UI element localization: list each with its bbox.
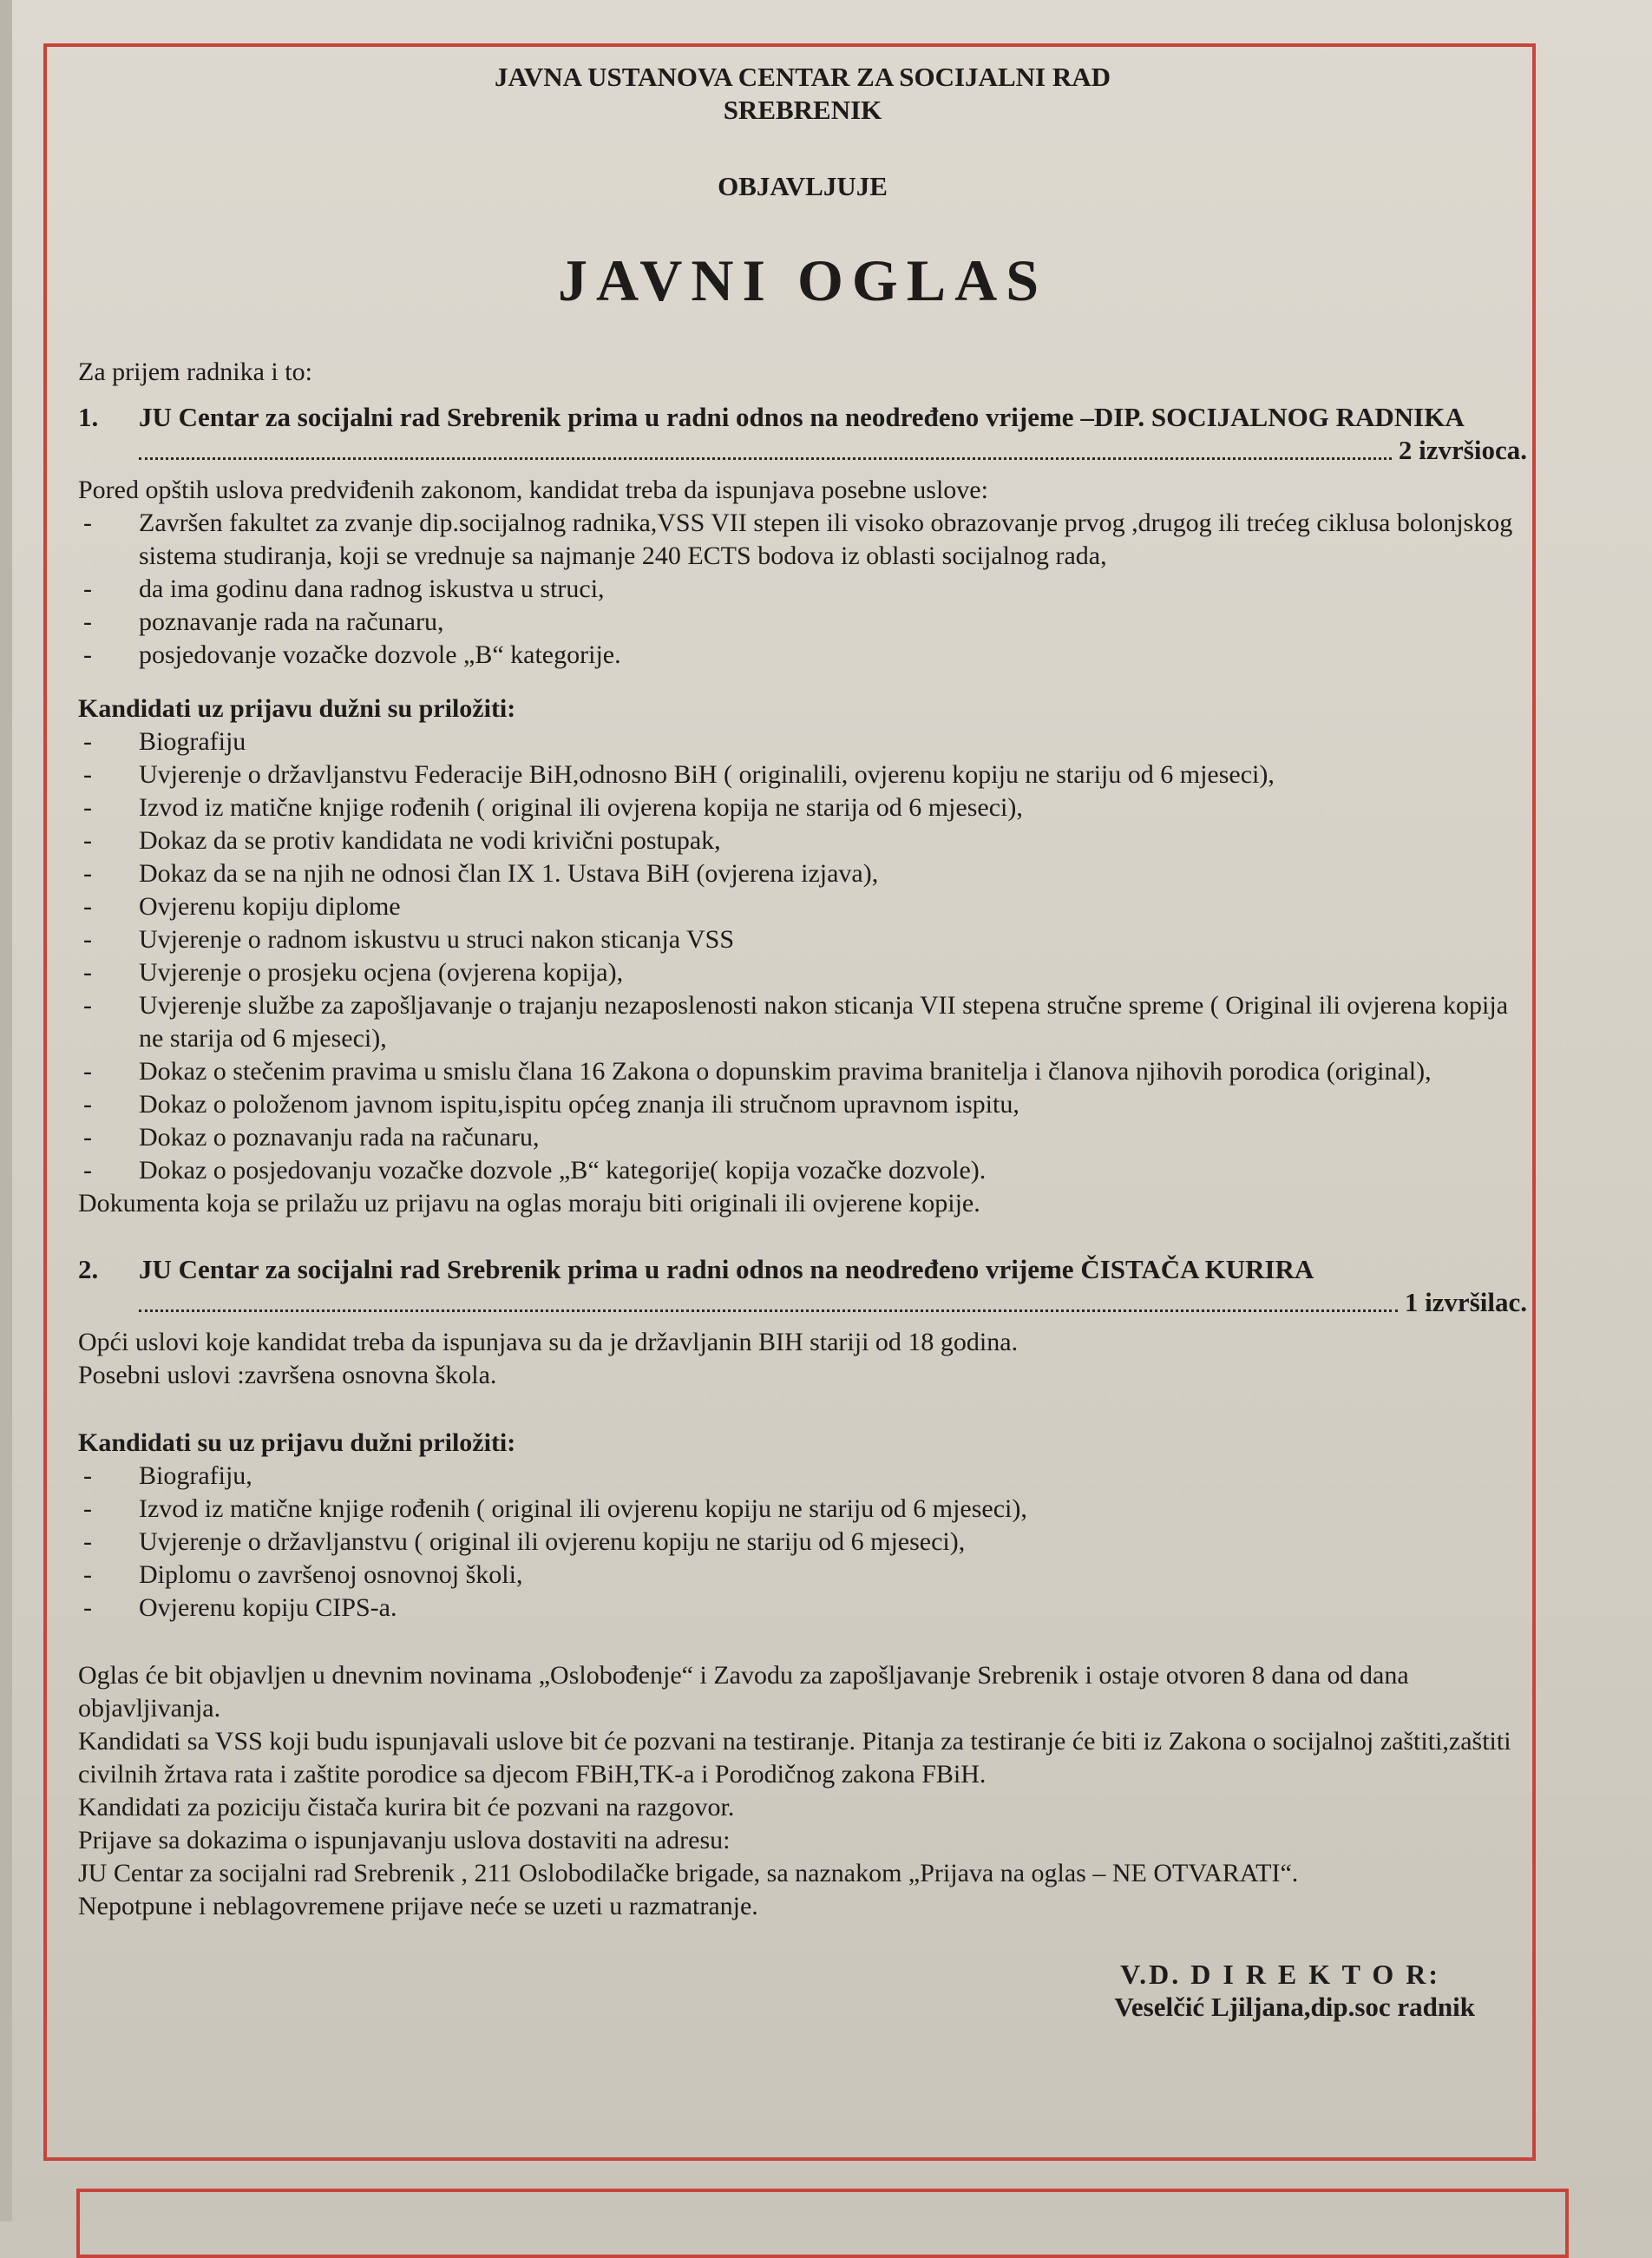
position-title: JU Centar za socijalni rad Srebrenik prima u radni odnos na neodređeno vrijeme –DIP. SOCIJALNOG RADNIKA	[139, 402, 1465, 432]
dash-marker: -	[83, 859, 92, 888]
job-announcement	[78, 61, 1527, 2079]
documents-note: Dokumenta koja se prilažu uz prijavu na oglas moraju biti originali ili ovjerene kopije.	[78, 1189, 980, 1218]
dash-marker: -	[83, 958, 92, 987]
documents-list	[78, 1460, 1527, 1625]
list-item	[78, 956, 1527, 989]
list-item-text: Dokaz da se na njih ne odnosi član IX 1. Ustava BiH (ovjerena izjava),	[139, 859, 879, 888]
dash-marker: -	[83, 1090, 92, 1119]
dash-marker: -	[83, 1057, 92, 1086]
dash-marker: -	[83, 1593, 92, 1622]
dash-marker: -	[83, 607, 92, 636]
closing-paragraph: Kandidati za poziciju čistača kurira bit će pozvani na razgovor.	[78, 1793, 735, 1821]
list-item	[78, 791, 1527, 824]
list-item	[78, 1121, 1527, 1154]
position-count: 2 izvršioca.	[1398, 435, 1527, 465]
dash-marker: -	[83, 1123, 92, 1152]
list-item-text: Ovjerenu kopiju CIPS-a.	[139, 1593, 397, 1622]
dash-marker: -	[83, 1156, 92, 1185]
next-ad-border-frame	[76, 2189, 1569, 2258]
documents-list	[78, 725, 1527, 1187]
publishes-label: OBJAVLJUJE	[718, 171, 888, 201]
signature-name: Veselčić Ljiljana,dip.soc radnik	[1114, 1992, 1475, 2022]
list-item	[78, 1154, 1527, 1187]
dash-marker: -	[83, 1494, 92, 1523]
list-item-text: posjedovanje vozačke dozvole „B“ kategorije.	[139, 640, 621, 669]
list-item	[78, 1055, 1527, 1088]
institution-name: JAVNA USTANOVA CENTAR ZA SOCIJALNI RAD	[495, 62, 1111, 92]
list-item	[78, 1592, 1527, 1625]
dash-marker: -	[83, 892, 92, 921]
dash-marker: -	[83, 1461, 92, 1490]
dash-marker: -	[83, 991, 92, 1020]
list-item-text: Uvjerenje službe za zapošljavanje o trajanju nezaposlenosti nakon sticanja VII stepena stručne spreme ( Original ili ovjerena kopija ne starija od 6 mjeseci),	[139, 991, 1509, 1053]
list-item-text: Biografiju	[139, 727, 246, 756]
list-item	[78, 639, 1527, 672]
dash-marker: -	[83, 1527, 92, 1556]
list-item	[78, 1559, 1527, 1592]
list-item	[78, 989, 1527, 1055]
closing-paragraph: Kandidati sa VSS koji budu ispunjavali uslove bit će pozvani na testiranje. Pitanja za testiranje će biti iz Zakona o socijalnoj zaštiti,zaštiti civilnih žrtava rata i zaštite porodice sa djecom FBiH,TK-a i Porodičnog zakona FBiH.	[78, 1727, 1511, 1789]
dash-marker: -	[83, 826, 92, 855]
list-item	[78, 824, 1527, 857]
documents-heading: Kandidati su uz prijavu dužni priložiti:	[78, 1428, 516, 1457]
list-item	[78, 725, 1527, 758]
list-item-text: Uvjerenje o prosjeku ocjena (ovjerena kopija),	[139, 958, 624, 987]
signature-role: V.D. D I R E K T O R:	[1120, 1959, 1440, 1990]
position-count: 1 izvršilac.	[1404, 1287, 1527, 1317]
closing-paragraph: JU Centar za socijalni rad Srebrenik , 211 Oslobodilačke brigade, sa naznakom „Prijava na oglas – NE OTVARATI“.	[78, 1859, 1299, 1887]
position-number: 2.	[78, 1254, 99, 1284]
dash-marker: -	[83, 640, 92, 669]
list-item-text: Ovjerenu kopiju diplome	[139, 892, 401, 921]
dash-marker: -	[83, 760, 92, 789]
dash-marker: -	[83, 925, 92, 954]
list-item-text: da ima godinu dana radnog iskustva u struci,	[139, 574, 605, 603]
list-item-text: Dokaz da se protiv kandidata ne vodi krivični postupak,	[139, 826, 721, 855]
list-item	[78, 1088, 1527, 1121]
list-item	[78, 573, 1527, 606]
dash-marker: -	[83, 793, 92, 822]
list-item-text: poznavanje rada na računaru,	[139, 607, 444, 636]
dash-marker: -	[83, 727, 92, 756]
dash-marker: -	[83, 509, 92, 537]
intro-text: Za prijem radnika i to:	[78, 358, 312, 386]
list-item	[78, 1460, 1527, 1493]
closing-paragraph: Prijave sa dokazima o ispunjavanju uslova dostaviti na adresu:	[78, 1826, 731, 1854]
list-item-text: Izvod iz matične knjige rođenih ( original ili ovjerenu kopiju ne stariju od 6 mjeseci),	[139, 1494, 1027, 1523]
list-item-text: Uvjerenje o radnom iskustvu u struci nakon sticanja VSS	[139, 925, 735, 954]
position-2-count-line	[139, 1286, 1527, 1319]
closing-paragraphs	[78, 1659, 1527, 1923]
documents-heading: Kandidati uz prijavu dužni su priložiti:	[78, 694, 516, 723]
dotted-leader	[139, 1310, 1398, 1312]
list-item	[78, 923, 1527, 956]
signature	[1114, 1958, 1475, 2024]
adjacent-page-edge	[0, 0, 12, 2222]
list-item	[78, 857, 1527, 890]
list-item	[78, 1493, 1527, 1526]
list-item	[78, 507, 1527, 573]
list-item-text: Dokaz o stečenim pravima u smislu člana 16 Zakona o dopunskim pravima branitelja i članova njihovih porodica (original),	[139, 1057, 1432, 1086]
position-number: 1.	[78, 402, 99, 432]
list-item-text: Dokaz o poznavanju rada na računaru,	[139, 1123, 540, 1152]
list-item	[78, 1526, 1527, 1559]
list-item	[78, 758, 1527, 791]
dash-marker: -	[83, 574, 92, 603]
list-item	[78, 890, 1527, 923]
institution-city: SREBRENIK	[723, 95, 882, 125]
list-item	[78, 606, 1527, 639]
closing-paragraph: Oglas će bit objavljen u dnevnim novinama „Oslobođenje“ i Zavodu za zapošljavanje Srebrenik i ostaje otvoren 8 dana od dana objavljivanja.	[78, 1661, 1409, 1723]
list-item-text: Dokaz o posjedovanju vozačke dozvole „B“ kategorije( kopija vozačke dozvole).	[139, 1156, 987, 1185]
dash-marker: -	[83, 1560, 92, 1589]
general-conditions: Opći uslovi koje kandidat treba da ispunjava su da je državljanin BIH stariji od 18 godina.	[78, 1328, 1019, 1356]
signature-block	[78, 1958, 1527, 2079]
list-item-text: Izvod iz matične knjige rođenih ( original ili ovjerena kopija ne starija od 6 mjeseci),	[139, 793, 1023, 822]
conditions-list	[78, 507, 1527, 672]
conditions-intro: Pored opštih uslova predviđenih zakonom, kandidat treba da ispunjava posebne uslove:	[78, 476, 988, 504]
list-item-text: Diplomu o završenoj osnovnoj školi,	[139, 1560, 523, 1589]
list-item-text: Završen fakultet za zvanje dip.socijalnog radnika,VSS VII stepen ili visoko obrazovanje prvog ,drugog ili trećeg ciklusa bolonjskog sistema studiranja, koji se vrednuje sa najmanje 240 ECTS bodova iz oblasti socijalnog rada,	[139, 509, 1513, 570]
dotted-leader	[139, 457, 1392, 460]
list-item-text: Biografiju,	[139, 1461, 252, 1490]
position-2-heading	[78, 1253, 1527, 1286]
announcement-title: JAVNI OGLAS	[557, 247, 1048, 313]
position-1-heading	[78, 401, 1527, 434]
list-item-text: Uvjerenje o državljanstvu ( original ili ovjerenu kopiju ne stariju od 6 mjeseci),	[139, 1527, 966, 1556]
list-item-text: Uvjerenje o državljanstvu Federacije BiH,odnosno BiH ( originalili, ovjerenu kopiju ne stariju od 6 mjeseci),	[139, 760, 1275, 789]
position-title: JU Centar za socijalni rad Srebrenik prima u radni odnos na neodređeno vrijeme ČISTAČA KURIRA	[139, 1254, 1314, 1284]
list-item-text: Dokaz o položenom javnom ispitu,ispitu općeg znanja ili stručnom upravnom ispitu,	[139, 1090, 1019, 1119]
special-conditions: Posebni uslovi :završena osnovna škola.	[78, 1361, 497, 1389]
closing-paragraph: Nepotpune i neblagovremene prijave neće se uzeti u razmatranje.	[78, 1892, 758, 1920]
position-1-count-line	[139, 434, 1527, 467]
